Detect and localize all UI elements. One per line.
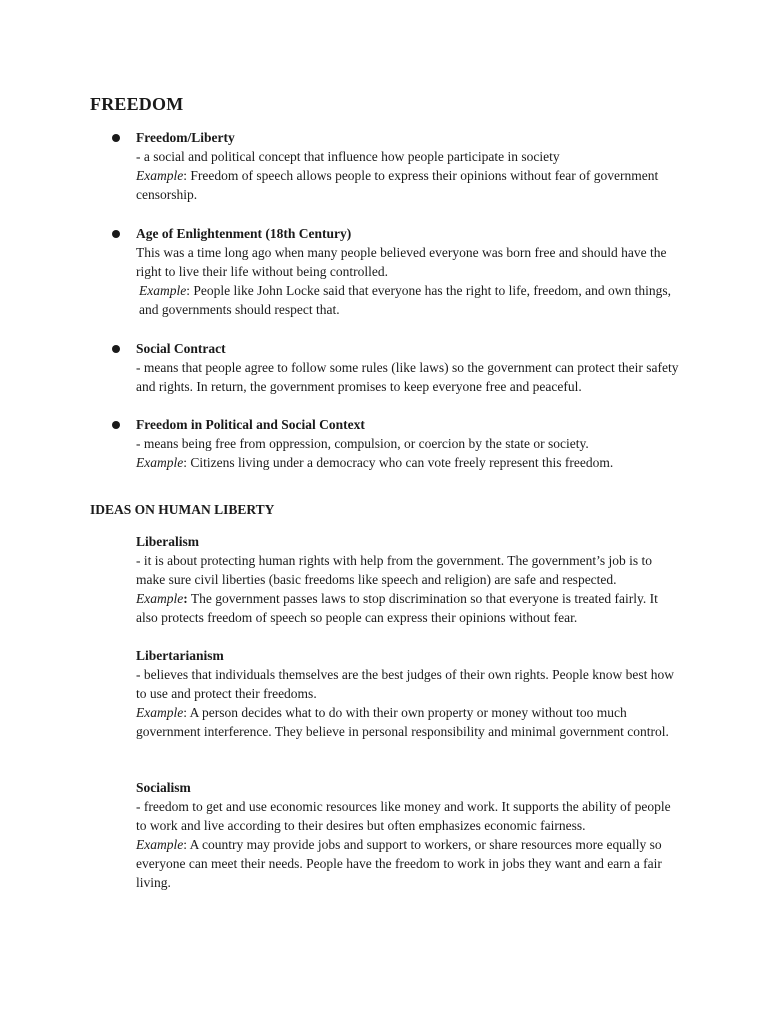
example-colon: :: [183, 591, 188, 606]
bullet-definition: - means being free from oppression, compulsion, or coercion by the state or society.: [136, 436, 589, 451]
idea-example: [136, 589, 681, 627]
example-text: : Citizens living under a democracy who can vote freely represent this freedom.: [183, 455, 614, 470]
idea-socialism: [136, 778, 681, 892]
bullet-freedom-liberty: [136, 128, 681, 204]
bullet-heading: Social Contract: [136, 341, 226, 356]
bullet-political-social-context: [136, 415, 681, 472]
bullet-example: [136, 453, 681, 472]
idea-heading: Liberalism: [136, 534, 199, 549]
bullet-example: [136, 166, 681, 204]
bullet-definition: - a social and political concept that influence how people participate in society: [136, 149, 560, 164]
bullet-dot: [112, 230, 120, 238]
bullet-dot: [112, 421, 120, 429]
example-label: Example: [136, 168, 184, 183]
example-label: Example: [136, 705, 184, 720]
idea-libertarianism: [136, 646, 681, 741]
idea-example: [136, 835, 681, 892]
bullet-definition: - means that people agree to follow some rules (like laws) so the government can protect their safety and rights. In return, the government promises to keep everyone free and peaceful.: [136, 360, 679, 394]
example-text: : A person decides what to do with their own property or money without too much government interference. They believe in personal responsibility and minimal government control.: [136, 705, 669, 739]
example-text: : A country may provide jobs and support to workers, or share resources more equally so everyone can meet their needs. People have the freedom to work in jobs they want and earn a fair living.: [136, 837, 662, 890]
example-text: : Freedom of speech allows people to express their opinions without fear of government censorship.: [136, 168, 659, 202]
bullet-example: [136, 281, 681, 319]
bullet-heading: Freedom in Political and Social Context: [136, 417, 365, 432]
example-label: Example: [136, 837, 184, 852]
idea-definition: - freedom to get and use economic resources like money and work. It supports the ability of people to work and live according to their desires but often emphasizes economic fairness.: [136, 799, 671, 833]
document-title: FREEDOM: [90, 94, 184, 114]
bullet-dot: [112, 345, 120, 353]
bullet-heading: Age of Enlightenment (18th Century): [136, 226, 352, 241]
example-label: Example: [136, 455, 184, 470]
bullet-enlightenment: [136, 224, 681, 319]
bullet-definition: This was a time long ago when many people believed everyone was born free and should have the right to live their life without being controlled.: [136, 245, 667, 279]
idea-example: [136, 703, 681, 741]
idea-definition: - believes that individuals themselves are the best judges of their own rights. People know best how to use and protect their freedoms.: [136, 667, 675, 701]
bullet-dot: [112, 134, 120, 142]
example-label: Example: [139, 283, 187, 298]
example-text: The government passes laws to stop discrimination so that everyone is treated fairly. It also protects freedom of speech so people can express their opinions without fear.: [136, 591, 658, 625]
idea-heading: Libertarianism: [136, 648, 224, 663]
example-text: : People like John Locke said that everyone has the right to life, freedom, and own things, and governments should respect that.: [139, 283, 671, 317]
idea-liberalism: [136, 532, 681, 627]
example-label: Example: [136, 591, 184, 606]
section-heading: IDEAS ON HUMAN LIBERTY: [90, 502, 275, 517]
bullet-social-contract: [136, 339, 681, 396]
bullet-heading: Freedom/Liberty: [136, 130, 235, 145]
idea-definition: - it is about protecting human rights with help from the government. The government’s job is to make sure civil liberties (basic freedoms like speech and religion) are safe and respected.: [136, 553, 653, 587]
idea-heading: Socialism: [136, 780, 191, 795]
